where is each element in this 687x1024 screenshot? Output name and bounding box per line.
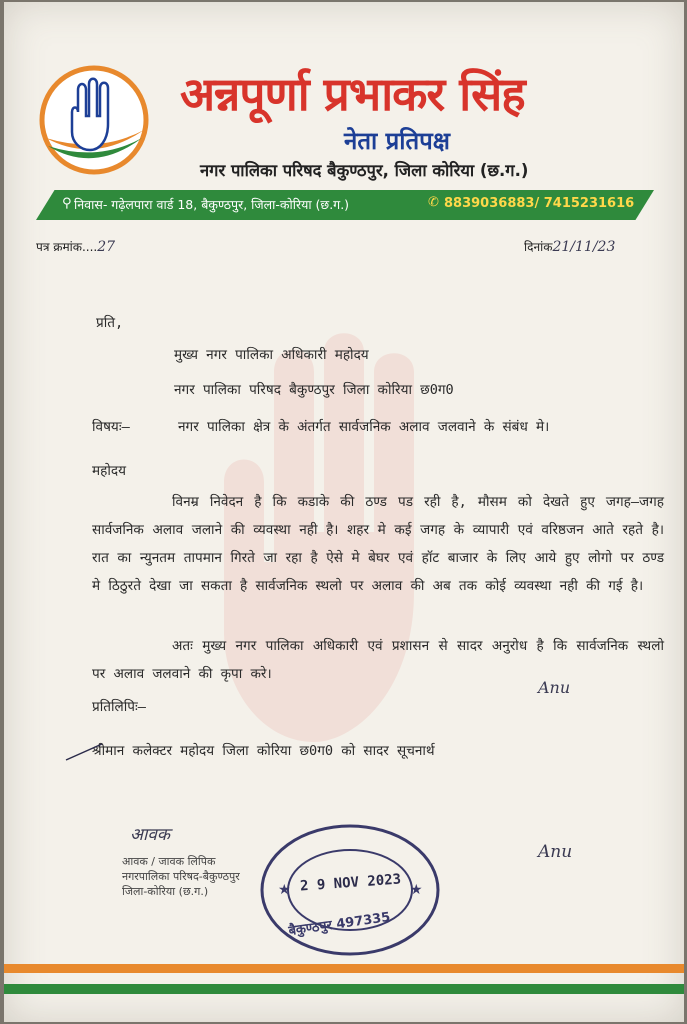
letterhead-phone: 8839036883/ 7415231616 — [444, 196, 635, 211]
ref-value: 27 — [97, 239, 116, 255]
clerk-handwritten: आवक — [130, 825, 170, 845]
letterhead-designation: नेता प्रतिपक्ष — [344, 127, 450, 155]
ref-number: पत्र क्रमांक....27 — [36, 239, 116, 255]
date-value: 21/11/23 — [552, 239, 616, 255]
clerk-stamp — [122, 854, 240, 899]
subject-label: विषयः– — [92, 419, 130, 435]
copy-label: प्रतिलिपिः– — [92, 699, 146, 715]
signature-upper: Anu — [538, 678, 571, 697]
greeting: महोदय — [92, 463, 126, 479]
date-label: दिनांक — [524, 240, 553, 254]
subject-text: नगर पालिका क्षेत्र के अंतर्गत सार्वजनिक अलाव जलवाने के संबंध मे। — [178, 419, 550, 435]
recipient-line2: नगर पालिका परिषद बैकुण्ठपुर जिला कोरिया छ0ग0 — [174, 382, 454, 398]
check-stroke-icon — [64, 742, 104, 762]
svg-text:★: ★ — [278, 882, 291, 898]
signature-lower: Anu — [538, 842, 573, 862]
recipient-line1: मुख्य नगर पालिका अधिकारी महोदय — [174, 347, 369, 363]
phone-icon: ✆ — [428, 195, 439, 210]
stamp-date: 2 9 NOV 2023 — [299, 871, 402, 895]
congress-hand-logo-icon — [38, 64, 150, 176]
green-stripe — [4, 984, 684, 994]
letterhead-address: निवास- गढ़ेलपारा वार्ड 18, बैकुण्ठपुर, जिला-कोरिया (छ.ग.) — [74, 197, 350, 212]
letterhead-office: नगर पालिका परिषद बैकुण्ठपुर, जिला कोरिया (छ.ग.) — [200, 161, 529, 180]
copy-text: श्रीमान कलेक्टर महोदय जिला कोरिया छ0ग0 को सादर सूचनार्थ — [92, 743, 435, 759]
body-paragraph-2: अतः मुख्य नगर पालिका अधिकारी एवं प्रशासन से सादर अनुरोध है कि सार्वजनिक स्थलो पर अलाव जलवाने की कृपा करे। — [92, 638, 664, 682]
location-pin-icon: ⚲ — [62, 196, 72, 211]
letter-page — [4, 2, 684, 1022]
ref-date — [524, 238, 615, 255]
clerk-line3: जिला-कोरिया (छ.ग.) — [122, 885, 209, 898]
letterhead-name: अन्नपूर्णा प्रभाकर सिंह — [180, 67, 525, 121]
saffron-stripe — [4, 964, 684, 973]
body-paragraph-1: विनम्र निवेदन है कि कडाके की ठण्ड पड रही है, मौसम को देखते हुए जगह–जगह सार्वजनिक अलाव जलाने की व्यवस्था नही है। शहर मे कई जगह के व्यापारी एवं वरिष्ठजन आते रहते है। रात का न्युनतम तापमान गिरते जा रहा है ऐसे मे बेघर एवं हॉट बाजार के लिए आये हुए लोगो पर ठण्ड मे ठिठुरते देखा जा सकता है सार्वजनिक स्थलो पर अलाव की अब तक कोई व्यवस्था नही की गई है। — [92, 494, 664, 594]
salutation-to: प्रति, — [96, 315, 124, 331]
clerk-line2: नगरपालिका परिषद-बैकुण्ठपुर — [122, 870, 240, 883]
ref-label: पत्र क्रमांक — [36, 240, 82, 254]
clerk-line1: आवक / जावक लिपिक — [122, 855, 216, 868]
stamp-bottom-text: बैकुण्ठपुर 497335 — [287, 909, 392, 940]
svg-text:★: ★ — [410, 882, 423, 898]
